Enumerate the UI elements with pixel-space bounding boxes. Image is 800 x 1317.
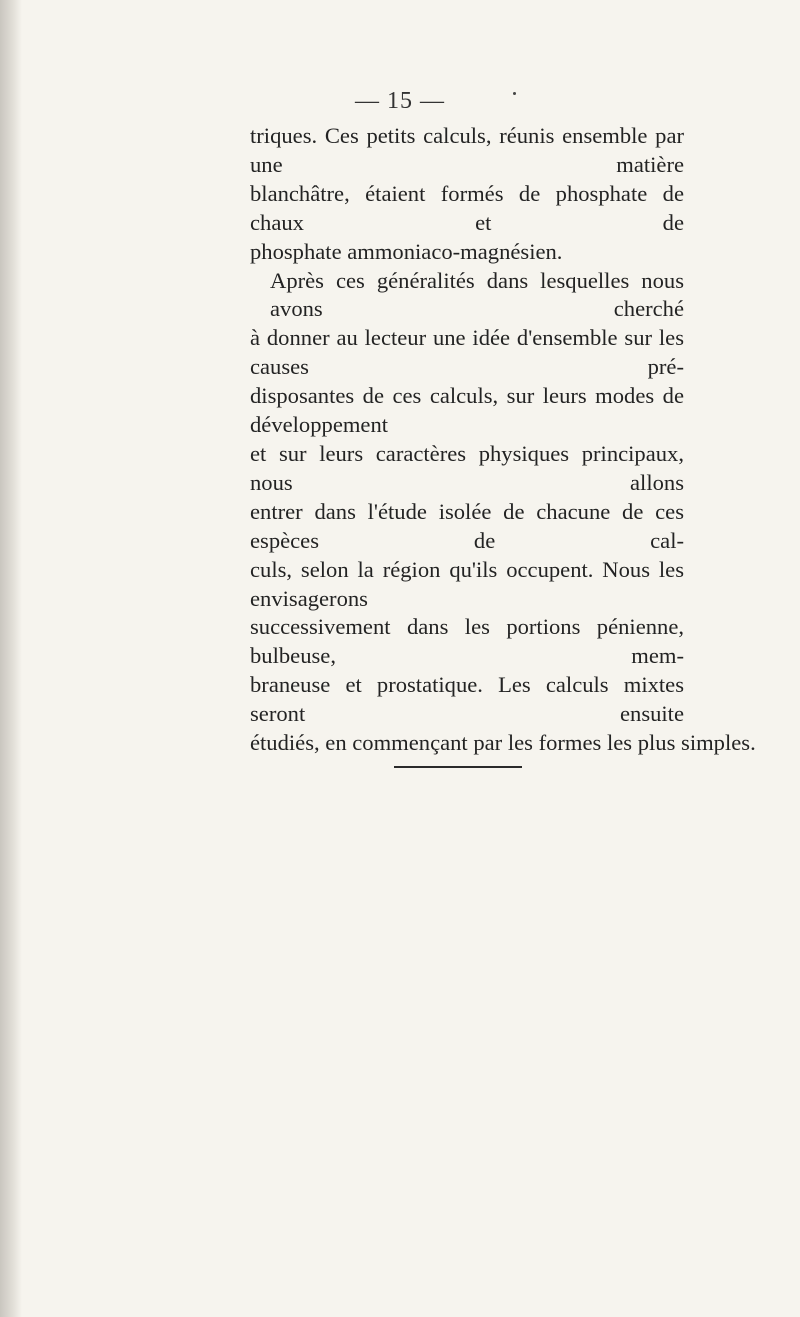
book-spine-shadow [0, 0, 22, 1317]
text-line: culs, selon la région qu'ils occupent. Nous les envisagerons [250, 556, 684, 611]
section-end-rule [394, 766, 522, 768]
text-line: et sur leurs caractères physiques principaux, nous allons [250, 440, 684, 495]
text-line: disposantes de ces calculs, sur leurs modes de développement [250, 383, 684, 438]
text-line: blanchâtre, étaient formés de phosphate de chaux et de [250, 180, 684, 235]
page-number-header: — 15 — [355, 88, 445, 114]
text-line: triques. Ces petits calculs, réunis ensemble par une matière [250, 123, 684, 177]
text-line: phosphate ammoniaco-magnésien. [250, 238, 563, 264]
text-line: à donner au lecteur une idée d'ensemble sur les causes pré- [250, 325, 684, 380]
text-line: entrer dans l'étude isolée de chacune de ces espèces de cal- [250, 498, 684, 553]
print-speck [513, 92, 516, 95]
text-line: braneuse et prostatique. Les calculs mixtes seront ensuite [250, 672, 684, 727]
body-text [250, 122, 756, 758]
text-line: successivement dans les portions pénienne, bulbeuse, mem- [250, 614, 684, 669]
text-line: étudiés, en commençant par les formes les plus simples. [250, 730, 756, 756]
text-line: Après ces généralités dans lesquelles nous avons cherché [270, 267, 684, 322]
